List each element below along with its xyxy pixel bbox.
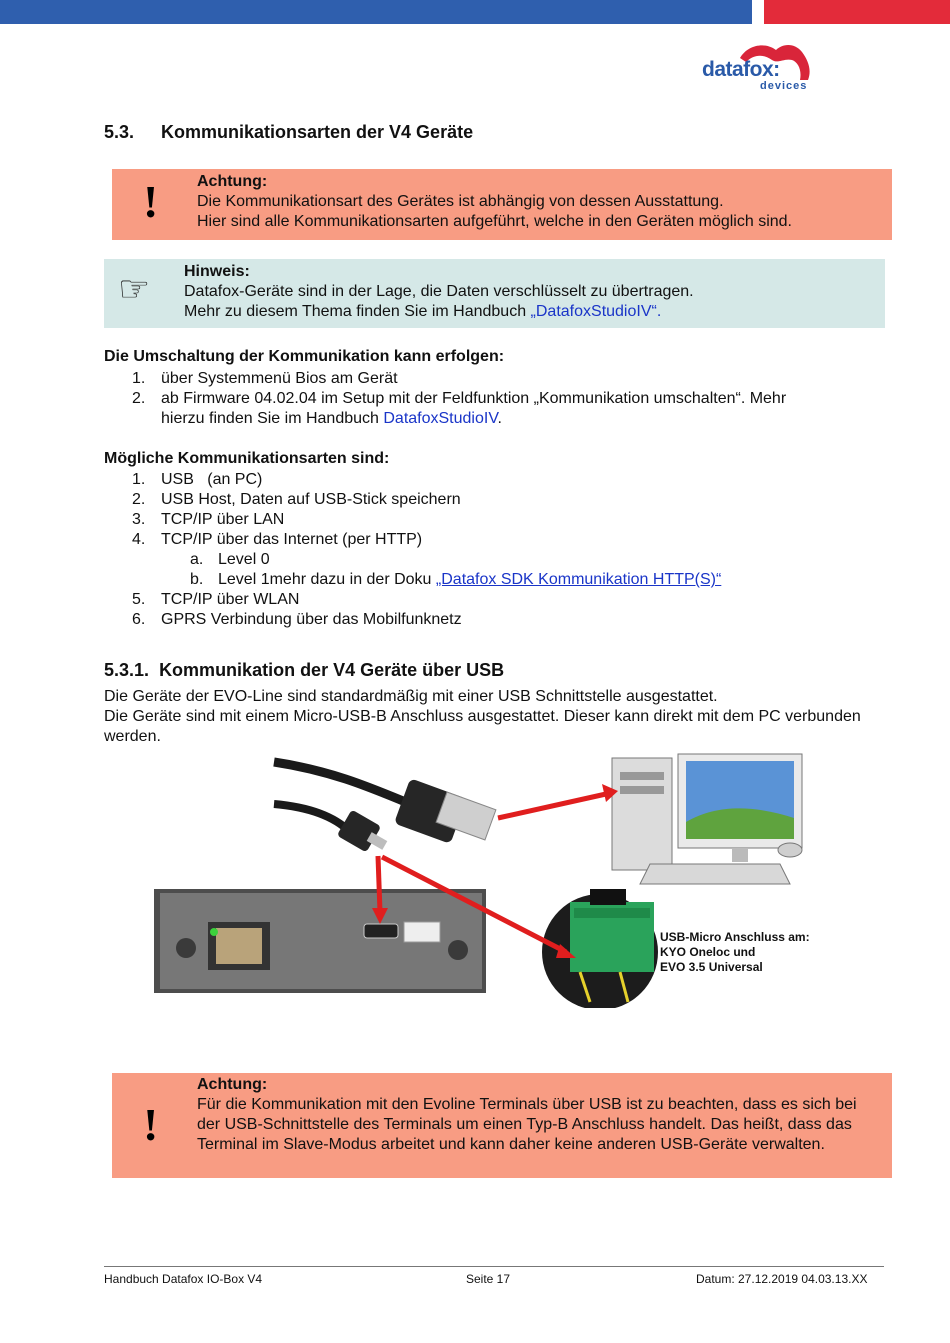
warning-line: Hier sind alle Kommunikationsarten aufgeführt, welche in den Geräten möglich sind. (197, 213, 792, 230)
warning-body: Für die Kommunikation mit den Evoline Terminals über USB ist zu beachten, dass es sich bei der USB-Schnittstelle des Terminals um einen Typ-B Anschluss handelt. Das heißt, dass das Terminal im Slave-Modus arbeitet und kann daher keine anderen USB-Geräte verwalten. (197, 1096, 857, 1153)
usb-paragraph: Die Geräte der EVO-Line sind standardmäßig mit einer USB Schnittstelle ausgestattet. Die Geräte sind mit einem Micro-USB-B Anschluss ausgestattet. Dieser kann direkt mit dem PC verbunden werden. (104, 688, 861, 745)
footer-divider (104, 1266, 884, 1267)
subsection-heading (104, 660, 504, 681)
studio-link[interactable]: DatafoxStudioIV (383, 410, 498, 427)
list-item: 2. ab Firmware 04.02.04 im Setup mit der Feldfunktion „Kommunikation umschalten“. Mehr hierzu finden Sie im Handbuch DatafoxStudioIV. (132, 390, 787, 427)
studio-link[interactable]: „DatafoxStudioIV“. (530, 303, 662, 320)
warning-icon: ! (143, 176, 159, 227)
subsection-number: 5.3.1. (104, 660, 150, 680)
subsection-title: Kommunikation der V4 Geräte über USB (159, 660, 505, 680)
list-item: 1. über Systemmenü Bios am Gerät (132, 370, 398, 387)
section-title: Kommunikationsarten der V4 Geräte (161, 122, 474, 142)
header-bar-blue (0, 0, 752, 24)
warning-title: Achtung: (197, 1076, 268, 1093)
types-list (104, 470, 884, 630)
sdk-http-link[interactable]: „Datafox SDK Kommunikation HTTP(S)“ (435, 571, 722, 588)
warning-text (197, 1075, 877, 1155)
list-subitem: b. Level 1mehr dazu in der Doku „Datafox SDK Kommunikation HTTP(S)“ (190, 571, 722, 588)
figure-callout: USB-Micro Anschluss am: KYO Oneloc und EVO 3.5 Universal (660, 930, 810, 974)
computer-image (612, 754, 802, 884)
list-item: 4. TCP/IP über das Internet (per HTTP) (132, 531, 423, 548)
list-item: 2. USB Host, Daten auf USB-Stick speichern (132, 491, 461, 508)
switching-list (104, 369, 884, 429)
list-item: 5. TCP/IP über WLAN (132, 591, 300, 608)
note-text (184, 262, 694, 322)
logo-sub-text: devices (760, 80, 808, 92)
switching-title: Die Umschaltung der Kommunikation kann erfolgen: (104, 348, 505, 365)
note-line: Datafox-Geräte sind in der Lage, die Daten verschlüsselt zu übertragen. (184, 283, 694, 300)
footer-left: Handbuch Datafox IO-Box V4 (104, 1272, 263, 1286)
warning-title: Achtung: (197, 173, 268, 190)
list-item: 1. USB (an PC) (132, 471, 263, 488)
list-subitem: a. Level 0 (190, 551, 270, 568)
note-title: Hinweis: (184, 263, 250, 280)
logo-brand-text: datafox: (702, 58, 780, 81)
datafox-logo (700, 40, 820, 94)
warning-text (197, 172, 792, 232)
usb-cable-image (274, 762, 496, 852)
section-number: 5.3. (104, 122, 135, 142)
note-line: Mehr zu diesem Thema finden Sie im Handbuch „DatafoxStudioIV“. (184, 303, 662, 320)
header-bar-red (764, 0, 950, 24)
footer-page-number: Seite 17 (466, 1272, 511, 1286)
device-panel-image (154, 889, 486, 993)
footer-date: Datum: 27.12.2019 04.03.13.XX (696, 1272, 868, 1286)
pointing-hand-icon: ☞ (118, 268, 151, 309)
list-item: 6. GPRS Verbindung über das Mobilfunknetz (132, 611, 462, 628)
section-heading (104, 122, 473, 143)
warning-line: Die Kommunikationsart des Gerätes ist abhängig von dessen Ausstattung. (197, 193, 724, 210)
types-title: Mögliche Kommunikationsarten sind: (104, 450, 390, 467)
warning-icon: ! (143, 1099, 159, 1150)
list-item: 3. TCP/IP über LAN (132, 511, 285, 528)
